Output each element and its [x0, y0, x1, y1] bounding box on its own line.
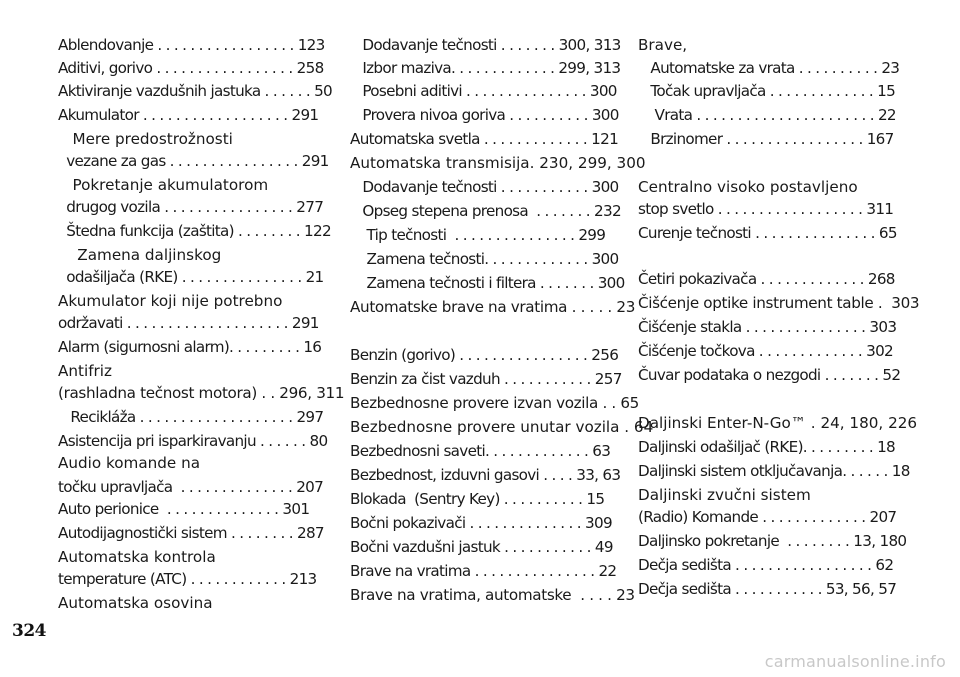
index-entry: Brzinomer . . . . . . . . . . . . . . . . . 167	[638, 130, 894, 148]
index-entry: Recikláža . . . . . . . . . . . . . . . . . . . 297	[58, 408, 324, 426]
index-entry: Automatska svetla . . . . . . . . . . . . . 121	[350, 130, 619, 148]
index-entry: Izbor maziva. . . . . . . . . . . . . 299, 313	[350, 59, 621, 77]
index-entry: Alarm (sigurnosni alarm). . . . . . . . . 16	[58, 338, 322, 356]
index-entry: Bezbednosni saveti. . . . . . . . . . . . . 63	[350, 442, 611, 460]
index-entry: Četiri pokazivača . . . . . . . . . . . . . 268	[638, 270, 895, 288]
index-entry: Automatske za vrata . . . . . . . . . . 23	[638, 59, 900, 77]
index-entry: Automatska kontrola	[58, 548, 216, 566]
index-entry: Asistencija pri isparkiravanju . . . . . . 80	[58, 432, 328, 450]
index-entry: Daljinski Enter-N-Go™ . 24, 180, 226	[638, 414, 918, 432]
index-entry: drugog vozila . . . . . . . . . . . . . . . . 277	[58, 198, 324, 216]
index-entry: Zamena tečnosti. . . . . . . . . . . . . 300	[350, 250, 619, 268]
index-entry: Automatske brave na vratima . . . . . 23	[350, 298, 636, 316]
index-entry: (Radio) Komande . . . . . . . . . . . . . 207	[638, 508, 897, 526]
index-entry: Auto perionice . . . . . . . . . . . . . . 301	[58, 500, 310, 518]
index-entry: Posebni aditivi . . . . . . . . . . . . . . . 300	[350, 82, 617, 100]
index-entry: Dečja sedišta . . . . . . . . . . . 53, 56, 57	[638, 580, 897, 598]
index-entry: Daljinski odašiljač (RKE). . . . . . . . . 18	[638, 438, 896, 456]
page-number: 324	[12, 621, 46, 641]
index-entry: Provera nivoa goriva . . . . . . . . . . 300	[350, 106, 619, 124]
index-entry: Štedna funkcija (zaštita) . . . . . . . . 122	[58, 222, 331, 240]
index-entry: Brave na vratima, automatske . . . . 23	[350, 586, 635, 604]
index-entry: Dodavanje tečnosti . . . . . . . 300, 313	[350, 36, 621, 54]
index-entry: održavati . . . . . . . . . . . . . . . . . . . . 291	[58, 314, 319, 332]
index-entry: Brave na vratima . . . . . . . . . . . . . . . 22	[350, 562, 617, 580]
index-entry: Opseg stepena prenosa . . . . . . . 232	[350, 202, 621, 220]
index-entry: Vrata . . . . . . . . . . . . . . . . . . . . . . 22	[638, 106, 896, 124]
index-entry: Akumulator koji nije potrebno	[58, 292, 283, 310]
index-entry: Čišćenje optike instrument table . 303	[638, 294, 920, 312]
index-entry: Bezbednosne provere unutar vozila . 64	[350, 418, 654, 436]
index-entry: točku upravljača . . . . . . . . . . . . . . 207	[58, 478, 324, 496]
index-entry: Daljinsko pokretanje . . . . . . . . 13, 180	[638, 532, 907, 550]
index-entry: Daljinski zvučni sistem	[638, 486, 811, 504]
watermark-text: carmanualsonline.info	[764, 652, 946, 671]
index-entry: Dečja sedišta . . . . . . . . . . . . . . . . . 62	[638, 556, 894, 574]
index-entry: Centralno visoko postavljeno	[638, 178, 858, 196]
index-entry: (rashladna tečnost motora) . . 296, 311	[58, 384, 345, 402]
index-entry: Pokretanje akumulatorom	[58, 176, 269, 194]
index-entry: Bezbednosne provere izvan vozila . . 65	[350, 394, 639, 412]
index-entry: Dodavanje tečnosti . . . . . . . . . . . 300	[350, 178, 619, 196]
index-entry: Aditivi, gorivo . . . . . . . . . . . . . . . . . 258	[58, 59, 324, 77]
index-entry: odašiljača (RKE) . . . . . . . . . . . . . . . 21	[58, 268, 324, 286]
index-entry: Čišćenje stakla . . . . . . . . . . . . . . . 303	[638, 318, 897, 336]
index-entry: Benzin za čist vazduh . . . . . . . . . . . 257	[350, 370, 622, 388]
index-entry: Daljinski sistem otključavanja. . . . . . 18	[638, 462, 910, 480]
index-entry: Antifriz	[58, 362, 112, 380]
index-entry: Zamena daljinskog	[58, 246, 222, 264]
index-entry: Zamena tečnosti i filtera . . . . . . . 300	[350, 274, 625, 292]
index-entry: Benzin (gorivo) . . . . . . . . . . . . . . . . 256	[350, 346, 619, 364]
index-entry: Bočni pokazivači . . . . . . . . . . . . . . 309	[350, 514, 612, 532]
index-entry: Autodijagnostički sistem . . . . . . . . 287	[58, 524, 324, 542]
index-entry: temperature (ATC) . . . . . . . . . . . . 213	[58, 570, 317, 588]
index-entry: Automatska osovina	[58, 594, 213, 612]
index-entry: Tip tečnosti . . . . . . . . . . . . . . . 299	[350, 226, 606, 244]
index-entry: Blokada (Sentry Key) . . . . . . . . . . 15	[350, 490, 605, 508]
index-entry: Čuvar podataka o nezgodi . . . . . . . 52	[638, 366, 901, 384]
index-entry: Ablendovanje . . . . . . . . . . . . . . . . . 123	[58, 36, 325, 54]
index-entry: vezane za gas . . . . . . . . . . . . . . . . 291	[58, 152, 329, 170]
index-entry: Mere predostrožnosti	[58, 130, 233, 148]
index-entry: Aktiviranje vazdušnih jastuka . . . . . . 50	[58, 82, 333, 100]
index-entry: stop svetlo . . . . . . . . . . . . . . . . . . 311	[638, 200, 894, 218]
index-entry: Bočni vazdušni jastuk . . . . . . . . . . . 49	[350, 538, 613, 556]
index-entry: Automatska transmisija. 230, 299, 300	[350, 154, 646, 172]
index-entry: Akumulator . . . . . . . . . . . . . . . . . . 291	[58, 106, 319, 124]
index-entry: Čišćenje točkova . . . . . . . . . . . . . 302	[638, 342, 894, 360]
index-entry: Brave,	[638, 36, 688, 54]
index-entry: Točak upravljača . . . . . . . . . . . . . 15	[638, 82, 896, 100]
index-entry: Curenje tečnosti . . . . . . . . . . . . . . . 65	[638, 224, 897, 242]
index-entry: Audio komande na	[58, 454, 201, 472]
index-entry: Bezbednost, izduvni gasovi . . . . 33, 63	[350, 466, 621, 484]
